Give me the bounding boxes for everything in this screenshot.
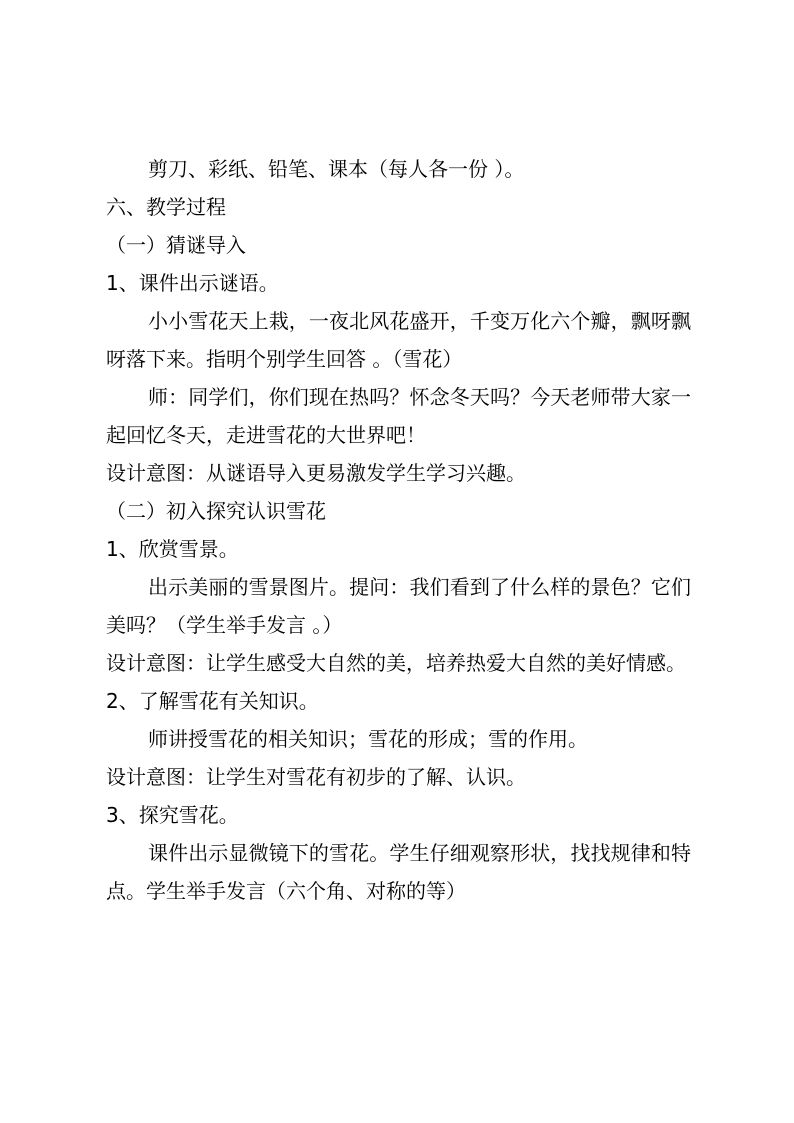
microscope-paragraph: 课件出示显微镜下的雪花。学生仔细观察形状，找找规律和特点。学生举手发言（六个角、对称的等） [106,841,691,903]
section-heading-teaching-process: 六、教学过程 [106,195,226,219]
step-heading-explore-snowflake: 3、探究雪花。 [106,803,239,827]
riddle-paragraph: 小小雪花天上栽，一夜北风花盛开，千变万化六个瓣，飘呀飘呀落下来。指明个别学生回答 。（雪花） [106,309,691,371]
subsection-heading-explore-snowflakes: （二）初入探究认识雪花 [106,499,326,523]
materials-line: 剪刀、彩纸、铅笔、课本（每人各一份 ）。 [148,157,525,181]
design-intent-2: 设计意图：让学生感受大自然的美，培养热爱大自然的美好情感。 [106,651,686,675]
document-body [106,150,691,910]
subsection-heading-riddle-intro: （一）猜谜导入 [106,233,246,257]
step-heading-snowflake-knowledge: 2、了解雪花有关知识。 [106,689,319,713]
step-heading-show-riddle: 1、课件出示谜语。 [106,271,279,295]
design-intent-1: 设计意图：从谜语导入更易激发学生学习兴趣。 [106,461,526,485]
knowledge-paragraph: 师讲授雪花的相关知识；雪花的形成；雪的作用。 [148,727,588,751]
design-intent-3: 设计意图：让学生对雪花有初步的了解、认识。 [106,765,526,789]
snow-scene-paragraph: 出示美丽的雪景图片。提问：我们看到了什么样的景色？它们美吗？（学生举手发言 。） [106,575,691,637]
step-heading-enjoy-snow-scene: 1、欣赏雪景。 [106,537,239,561]
teacher-question-paragraph: 师：同学们，你们现在热吗？怀念冬天吗？今天老师带大家一起回忆冬天，走进雪花的大世界吧！ [106,385,691,447]
